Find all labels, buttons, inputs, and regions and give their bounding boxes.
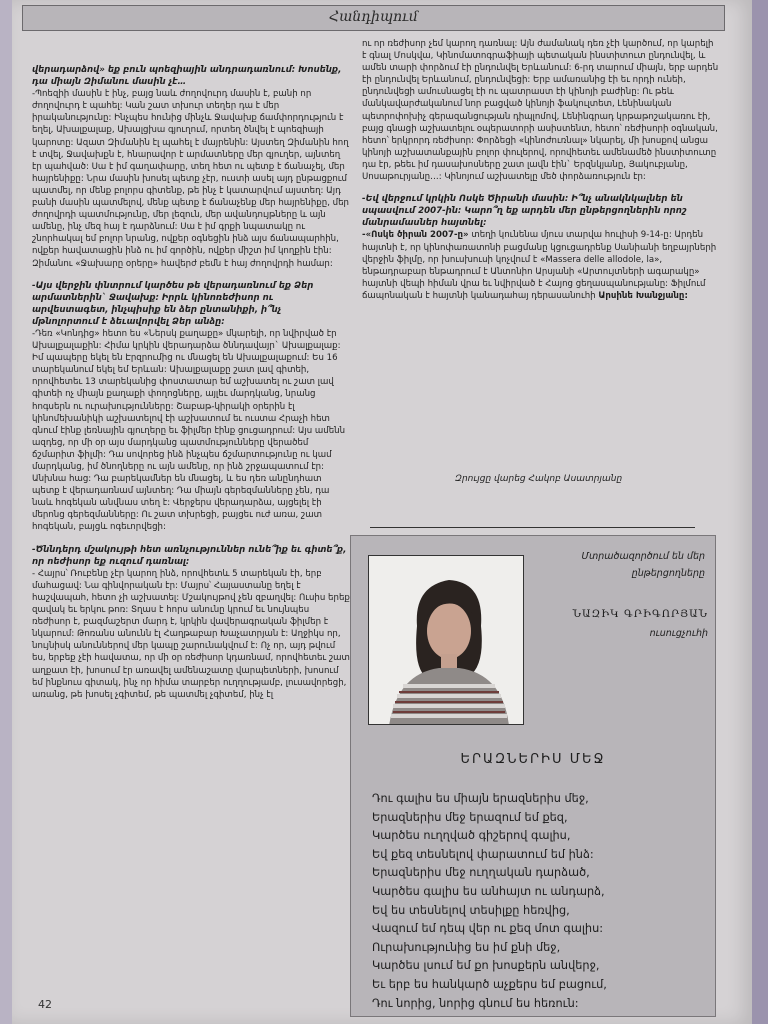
promo-line-1: Մտրածազործում են մեր	[581, 551, 705, 562]
readers-corner-label	[540, 548, 705, 582]
poem-line: Կարծես լսում եմ քո խոսքերն անվերջ,	[372, 959, 600, 973]
divider	[370, 527, 695, 528]
poem-line: Կարծես գալիս ես անհայտ ու անդարձ,	[372, 884, 605, 898]
question-text: -Եվ վերջում կրկին Ոսկե Ծիրանի մասին: Ի՞նչ անակնկալներ են սպասվում 2007-ին: Կարո՞ղ եք արդեն մեր ընթերցողներին որոշ մանրամասներ հայտնել:	[362, 194, 687, 229]
answer-text: - Հայրս՝ Ռուբենը չէր կարող ինձ, որովհետև 5 տարեկան էի, երբ մահացավ: Նա գինվորական էր: Մայրս՝ Հայաստանը եղել է հաշվապահ, հետո չի աշխատել: Մշակույթով չեն զբաղվել: Ուսիս երեք զավակ եւ երկու թոռ: Տղաս է հորս անունը կրում եւ նույնպես ռեժիսոր է, բազմաշերտ մարդ է, կրկին վավերագրական ֆիլմեր է նկարում: Թոռանս անունն էլ Հաղթաբար Խաչատրյան է: Աղջիկս որ, նույնիսկ անուններով մեր կապը շարունակվում է: Ոչ որ, այդ թվում ես, երբեք չէի հավատա, որ մի օր ռեժիսոր կդառնամ, որովհետեւ շատ աղքատ էի, խոսում էր առավել ամենաշատը վարպետների, խոսում եմ ինքնուս գիտակ, ինչ որ հիմա տարբեր ուղղությամբ, լուսավորեցի, առանց, թե խոսել չգիտեմ, թե պատմել չգիտեմ, ինչ էլ	[32, 568, 350, 700]
question-text: -Ծննդերդ մշակույթի հետ առնչություններ ունե՞իք եւ գիտե՞ք, որ ոեժիսոր եք ուզում դառնալ:	[32, 544, 347, 567]
section-title: Հանդիպում	[329, 9, 418, 25]
left-column	[32, 64, 350, 701]
poem-line: Երազներիս մեջ երազում եմ քեզ,	[372, 810, 568, 824]
page-edge	[752, 0, 768, 1024]
festival-name: -«Ոսկե ծիրան 2007-ը»	[362, 230, 469, 241]
poem-body	[372, 790, 712, 1013]
poem-line: Դու նորից, նորից գնում ես հեռուն:	[372, 996, 579, 1010]
right-column	[362, 38, 720, 302]
poem-line: Եվ քեզ տեսնելով փարատում եմ ինձ:	[372, 847, 594, 861]
question-text: -Այս վերջին փնտրում կարծես թե վերադառնում եք Ձեր արմատներին` Ջավախք: Իրրև կինոռեժիսոր ու արվեստագետ, ինչպիսիք են ձեր ընտանիքի, ի՞նչ մթնոլորտում է ձեւավորվել Ձեր անձը:	[32, 280, 314, 327]
answer-text: -Դեռ «Կոնդից» հետո ես «Ներսկ քաղաքը» մկարելի, որ նվիրված էր Ախալքալաքին: Հիմա կրկին վերադարձա ծննդավայր` Ախալքալաք: Իմ պապերը եկել են Էրզրումից ու մնացել են Ախալքալաքում: Ես 16 տարեկանում եկել եմ Երևան: Ախալքալաքը շատ լավ գիտեի, որովհետեւ 13 տարեկանից փոստատար եմ աշխատել ու շատ լավ գիտեի ոչ միայն քաղաքի փողոցները, այլեւ մարդկանց, նրանց հոգսերն ու ուրախությունները: Շաբաթ-կիրակի օրերին էլ կինոմեխանիկի աշխատելով էի աշխատում եւ ուստա Հրաչի հետ գնում էինք լեռնային գյուղերը եւ ֆիլմեր էինք ցուցադրում: Այս ամենն ազդեց, որ մի օր այս մարդկանց պատմությունները վերածեմ ճշմարիտ ֆիլմի: Դա սովորեց ինձ ինչպես ճշմարտությունը ու կամ մարդկանց, իմ ծնողները ու այն ամենը, որ ինձ շրջապատում էր: Անխնա հաց: Դա բարեկամներ են մնացել, և ես դեռ անընդհատ պետք է վերադառնամ այնտեղ: Դա միայն գերեզմանները չեն, դա նաև հոգեկան անվնաս տեղ է: Վերջերս վերադարձա, այցելել էի մերոնց գերեզմանները: Ու շատ տխրեցի, բայցեւ ուժ առա, շատ հոգեկան, բայցև ոգեւորվեցի:	[32, 328, 346, 533]
poem-title: ԵՐԱԶՆԵՐԻՍ ՄԵՋ	[460, 752, 606, 767]
answer-text: ու որ ռեժիսոր չեմ կարող դառնալ: Այն ժամանակ դեռ չէի կարծում, որ կարելի է գնալ Մոսկվա, Կինոմատոգրաֆիայի պետական ինստիտուտ ընդունվել, և ամեն տարի փորձում էի ընդունվել Երևանում: 6-րդ տարում միայն, երբ արդեն էի ընդունվել Երևանում, ընդունվեցի: Երբ ամառանից էի եւ որդի ունեի, ընդունվեցի ամուսնացել էի ու պատրաստ էի կինոյի բաժինը: Ու թեև մանկավարժականում նոր բացված կինոյի ֆակուլտետ, Լենինական պետրոփոխիչ գերազանցության դիպլոմով, Լենինգրադ կրթաթոշակառու էի, բայց գնացի աշխատելու օպերատորի ասիստենտ, հետո՝ ռեժիսորի օգնական, հետո՝ երկրորդ ռեժիսոր: Փորձեցի «կինոժուռնալ» նկարել, մի խոսքով անցա կինոյի աշխատանքային բոլոր փուլերով, որովհետեւ ամենամեծ ինստիտուտը դա էր, թեեւ իմ դասախոսները շատ լավն էին` Երզնկյանը, Յակուբյանը, Սոսաթուրյանը…: Կինոյում աշխատելը մեծ փորձառություն էր:	[362, 39, 719, 183]
poem-line: Ուրախությունից ես իմ քնի մեջ,	[372, 940, 561, 954]
poem-line: Եվ ես տեսնելով տեսիլքը հեռվից,	[372, 903, 570, 917]
poet-name: ՆԱԶԻԿ ԳՐԻԳՈՐՅԱՆ	[572, 608, 708, 620]
actress-name: Արսինե Խանջյանը:	[598, 290, 688, 301]
page-number: 42	[38, 998, 52, 1011]
poem-line: Կարծես ուղղված գիշերով գալիս,	[372, 829, 571, 843]
answer-body: տեղի կունենա մյուս տարվա հուլիսի 9-14-ը: Արդեն հայտնի է, որ կինոփառատոնի բացմանը կցուցադրենք Սանիանի եղբայրների վերջին ֆիլմը, որ խուսխուսի կոչվում է «Massera delle allodole, la», ենթադրաբար ենթադրում է Անտոնիո Արսյանի «Արտույտների ագարակը» հայտնի վեպի հիման վրա եւ նվիրված է Հայոց ցեղասպանությանը: Ֆիլմում ճապոնական է հայտնի կանադահայ դերասանուհի	[362, 230, 717, 301]
poem-line: Եւ երբ ես հանկարծ աչքերս եմ բացում,	[372, 977, 607, 991]
poem-line: Երազներիս մեջ ուղղական դարձած,	[372, 866, 590, 880]
author-photo	[368, 555, 524, 725]
section-header	[22, 5, 725, 31]
answer-text: -Պոեզիի մասին է ինչ, բայց նաև ժողովուրդ մասին է, բանի որ ժողովուրդ է պահել: Կան շատ տխուր տեղեր դա է մեր իրականությունը: Ինչպես հունից մինչև Ջավախք ճամփորդություն է եղել, Ախալքալաք, Ախալցխա գյուղում, որտեղ ծնվել է պոեզիայի կարոտը: Ազատ Զիմանին էլ պահել է մայրենին: Այստեղ Զիմանին հող է տվել, Ջավախքն է, հնարավոր է արմատները մեր գյուղեր, այնտեղ էր պահված: Սա է իմ գաղափարը, տեղ հետ ու պետք է ճանաչել, մեր հայրենիքը: Նրա մասին խոսել պետք չէր, ուստի ասել այդ ընթացքում պատմել, որ մենք բոլորս գիտենք, թե ինչ է կատարվում այստեղ: Այդ բանի մասին պատմելով, մենք պետք է ճանաչենք մեր հայրենիքը, մեր ժողովրդի պատմությունը, մեր լեզուն, մեր ավանդույթները և այն ամենը, ինչ մեզ հայ է դարձնում: Սա է իմ գրքի նպատակը ու շնորհակալ եմ բոլոր նրանց, ովքեր օգնեցին ինձ այս ճանապարհին, ովքեր հավատացին ինձ ու իմ գործին, ովքեր միշտ իմ կողքին էին: Զիմանու «Ջախարը օրերը» հավերժ բեմն է հայ ժողովրդի համար:	[32, 89, 349, 269]
poem-line: Վազում եմ դեպ վեր ու քեզ մոտ գալիս:	[372, 922, 604, 936]
question-text: վերադարձով» եք բուն պոեզիային անդրադառնում: Խոսենք, դա միայն Զիմանու մասին չէ…	[32, 65, 342, 88]
interviewer-credit: Զրույցը վարեց Հակոբ Ասատրյանը	[455, 474, 623, 484]
poet-role: ուսուցչուհի	[649, 628, 708, 639]
portrait-illustration	[369, 556, 524, 725]
answer-text	[362, 229, 720, 302]
poem-line: Դու գալիս ես միայն երազներիս մեջ,	[372, 792, 589, 805]
promo-line-2: ընթերցողները	[631, 568, 705, 579]
